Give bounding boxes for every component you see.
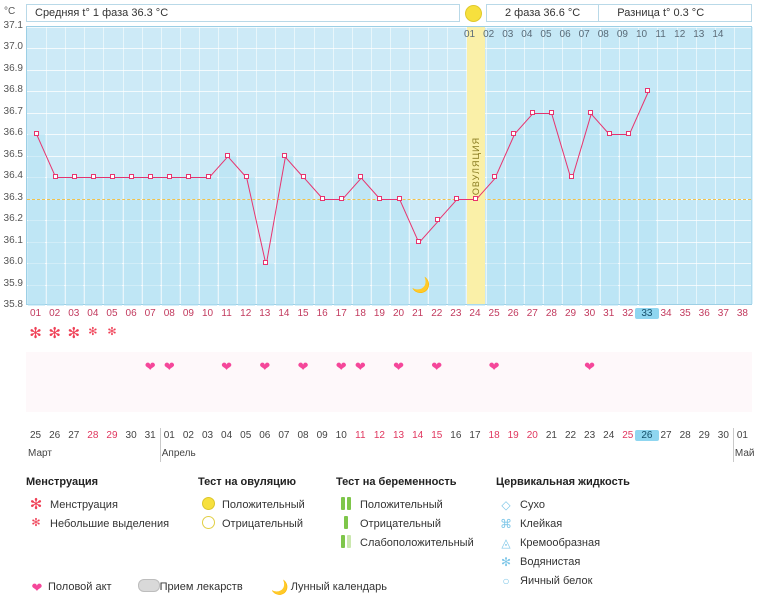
legend-item-label: Водянистая xyxy=(520,555,581,568)
calendar-date[interactable]: 13 xyxy=(392,430,405,441)
legend-item-medication xyxy=(138,579,243,595)
phase2-day-number: 14 xyxy=(712,29,724,40)
cycle-day-number[interactable]: 27 xyxy=(526,308,538,319)
green-bar-pale-bar-icon xyxy=(336,535,356,551)
phase2-day-number: 04 xyxy=(521,29,533,40)
blood-drop-icon: ✻ xyxy=(67,325,81,342)
cycle-day-number[interactable]: 31 xyxy=(603,308,615,319)
legend-item-moon-calendar xyxy=(269,579,387,596)
heart-icon: ❤ xyxy=(431,359,443,374)
calendar-date[interactable]: 23 xyxy=(584,430,596,441)
data-point[interactable] xyxy=(225,153,230,158)
legend-item-cf-watery xyxy=(496,552,696,571)
calendar-date[interactable]: 27 xyxy=(660,430,672,441)
data-point[interactable] xyxy=(91,174,96,179)
cycle-day-number[interactable]: 36 xyxy=(698,308,710,319)
data-point[interactable] xyxy=(282,153,287,158)
legend-item-label: Лунный календарь xyxy=(290,581,387,593)
y-axis-labels xyxy=(0,20,26,310)
y-tick-label: 37.1 xyxy=(3,20,23,31)
heart-icon: ❤ xyxy=(584,359,596,374)
calendar-date[interactable]: 28 xyxy=(679,430,691,441)
day-column xyxy=(410,242,427,306)
day-column xyxy=(429,220,446,306)
calendar-date[interactable]: 22 xyxy=(564,430,577,441)
legend-item-label: Положительный xyxy=(222,498,305,511)
y-tick-label: 36.0 xyxy=(3,256,23,268)
calendar-date[interactable]: 24 xyxy=(603,430,615,441)
day-column xyxy=(28,134,45,306)
y-tick-label: 36.1 xyxy=(3,234,23,246)
cycle-day-number[interactable]: 24 xyxy=(469,308,481,319)
gridline-v xyxy=(696,27,697,304)
data-point[interactable] xyxy=(53,174,58,179)
data-point[interactable] xyxy=(206,174,211,179)
calendar-date[interactable]: 14 xyxy=(412,430,424,441)
day-column xyxy=(200,177,217,306)
unit-label: °C xyxy=(4,6,16,17)
day-column xyxy=(448,199,465,306)
legend-ovulation-test xyxy=(198,476,338,533)
day-column xyxy=(315,199,332,306)
cycle-day-number[interactable]: 35 xyxy=(679,308,691,319)
cycle-day-number[interactable]: 01 xyxy=(30,308,42,319)
intercourse-marker[interactable] xyxy=(215,360,239,374)
cycle-day-number[interactable]: 02 xyxy=(49,308,61,319)
calendar-date[interactable]: 18 xyxy=(488,430,500,441)
day-column xyxy=(506,134,523,306)
intercourse-marker[interactable] xyxy=(291,360,315,374)
legend-item-pregtest-positive xyxy=(336,495,496,514)
calendar-date[interactable]: 12 xyxy=(373,430,385,441)
heart-icon: ❤ xyxy=(297,359,309,374)
y-tick-label: 36.3 xyxy=(3,191,23,203)
day-column xyxy=(525,113,542,306)
gridline-h xyxy=(27,306,751,307)
phase-difference-label-wrap xyxy=(599,5,722,21)
y-tick-label: 36.6 xyxy=(3,127,23,139)
day-column xyxy=(143,177,160,306)
dry-icon: ◇ xyxy=(501,497,511,512)
phase-difference-label: Разница t° 0.3 °C xyxy=(617,7,705,19)
calendar-date[interactable]: 19 xyxy=(507,430,519,441)
legend-item-intercourse xyxy=(26,581,112,594)
phase2-day-number: 02 xyxy=(483,29,495,40)
data-point[interactable] xyxy=(167,174,172,179)
phase1-average-label: Средняя t° 1 фаза 36.3 °C xyxy=(35,7,169,19)
day-column xyxy=(85,177,102,306)
cycle-day-number[interactable]: 08 xyxy=(163,308,175,319)
ovulation-dot-icon xyxy=(465,5,482,22)
legend-item-pregtest-negative xyxy=(336,514,496,533)
data-point[interactable] xyxy=(244,174,249,179)
pill-icon xyxy=(138,579,160,595)
legend-item-cf-creamy xyxy=(496,533,696,552)
cycle-day-number[interactable]: 32 xyxy=(622,308,634,319)
cycle-day-number[interactable]: 33 xyxy=(635,308,659,319)
calendar-date[interactable]: 31 xyxy=(144,430,156,441)
calendar-date[interactable]: 30 xyxy=(717,430,729,441)
gridline-v xyxy=(715,27,716,304)
calendar-date[interactable]: 27 xyxy=(68,430,80,441)
legend-item-ovtest-negative xyxy=(198,514,338,533)
phase2-average-label-wrap xyxy=(487,5,598,21)
day-column xyxy=(181,177,198,306)
data-point[interactable] xyxy=(645,88,650,93)
y-tick-label: 35.8 xyxy=(3,299,23,310)
phase2-day-number: 12 xyxy=(674,29,686,40)
phase2-day-number: 07 xyxy=(578,29,590,40)
legend-item-label: Половой акт xyxy=(48,581,112,593)
creamy-icon: ◬ xyxy=(501,535,511,550)
calendar-date[interactable]: 01 xyxy=(736,430,748,441)
legend-item-cf-dry xyxy=(496,495,696,514)
day-column xyxy=(162,177,179,306)
intercourse-marker[interactable] xyxy=(157,360,181,374)
cycle-day-numbers xyxy=(26,308,752,324)
eggwhite-icon: ○ xyxy=(502,573,510,588)
day-column xyxy=(47,177,64,306)
day-column xyxy=(66,177,83,306)
month-label: Март xyxy=(28,448,52,459)
legend-pregnancy-test xyxy=(336,476,496,552)
y-tick-label: 36.8 xyxy=(3,84,23,96)
cycle-day-number[interactable]: 19 xyxy=(373,308,385,319)
data-point[interactable] xyxy=(607,131,612,136)
data-point[interactable] xyxy=(301,174,306,179)
blood-drop-icon: ✻ xyxy=(88,326,98,338)
cycle-day-number[interactable]: 30 xyxy=(584,308,596,319)
heart-icon: ❤ xyxy=(335,359,347,374)
phase2-day-number: 06 xyxy=(559,29,571,40)
day-column xyxy=(334,199,351,306)
heart-icon: ❤ xyxy=(488,359,500,374)
data-point[interactable] xyxy=(72,174,77,179)
ovulation-marker xyxy=(460,4,486,23)
intercourse-marker[interactable] xyxy=(578,360,602,374)
data-point[interactable] xyxy=(110,174,115,179)
one-green-bar-icon xyxy=(336,516,356,532)
phase2-day-number: 11 xyxy=(655,29,666,40)
legend-item-cf-sticky xyxy=(496,514,696,533)
gridline-v xyxy=(677,27,678,304)
data-point[interactable] xyxy=(339,196,344,201)
legend-cervical-fluid xyxy=(496,476,696,590)
menstruation-marker[interactable] xyxy=(100,326,124,338)
calendar-date[interactable]: 09 xyxy=(316,430,328,441)
data-point[interactable] xyxy=(473,196,478,201)
legend-item-label: Отрицательный xyxy=(360,517,441,530)
legend-item-label: Прием лекарств xyxy=(159,581,243,593)
bbt-chart xyxy=(26,26,752,305)
calendar-date[interactable]: 16 xyxy=(450,430,462,441)
heart-icon: ❤ xyxy=(221,359,233,374)
calendar-date[interactable]: 29 xyxy=(698,430,710,441)
cycle-day-number[interactable]: 29 xyxy=(564,308,577,319)
legend-item-label: Положительный xyxy=(360,498,443,511)
two-green-bars-icon xyxy=(336,497,356,513)
intercourse-marker[interactable] xyxy=(348,360,372,374)
data-point[interactable] xyxy=(377,196,382,201)
cycle-day-number[interactable]: 06 xyxy=(125,308,137,319)
yellow-circle-icon xyxy=(198,497,218,513)
gridline-v xyxy=(657,27,658,304)
legend-item-label: Слабоположительный xyxy=(360,536,474,549)
calendar-date[interactable]: 08 xyxy=(297,430,309,441)
cycle-day-number[interactable]: 20 xyxy=(392,308,405,319)
heart-icon: ❤ xyxy=(393,359,404,374)
y-tick-label: 36.4 xyxy=(3,170,23,182)
data-point[interactable] xyxy=(397,196,402,201)
data-point[interactable] xyxy=(416,239,421,244)
cycle-day-number[interactable]: 26 xyxy=(507,308,519,319)
cycle-day-number[interactable]: 09 xyxy=(182,308,194,319)
data-point[interactable] xyxy=(320,196,325,201)
data-point[interactable] xyxy=(492,174,497,179)
cycle-day-number[interactable]: 12 xyxy=(240,308,252,319)
cycle-day-number[interactable]: 28 xyxy=(545,308,557,319)
calendar-date[interactable]: 28 xyxy=(87,430,99,441)
cycle-day-number[interactable]: 13 xyxy=(259,308,271,319)
data-point[interactable] xyxy=(569,174,574,179)
gridline-v xyxy=(734,27,735,304)
gridline-h xyxy=(27,70,751,71)
calendar-date[interactable]: 11 xyxy=(355,430,366,441)
month-labels-row xyxy=(26,448,755,462)
legend-menstruation-title: Менструация xyxy=(26,476,99,488)
legend-cervical-fluid-title: Цервикальная жидкость xyxy=(496,476,630,488)
data-point[interactable] xyxy=(454,196,459,201)
cycle-day-number[interactable]: 04 xyxy=(87,308,99,319)
menstruation-row xyxy=(26,326,752,362)
calendar-date[interactable]: 04 xyxy=(221,430,233,441)
calendar-date[interactable]: 17 xyxy=(469,430,481,441)
legend-item-label: Небольшие выделения xyxy=(50,517,170,530)
data-point[interactable] xyxy=(186,174,191,179)
month-separator xyxy=(160,428,161,462)
calendar-date[interactable]: 07 xyxy=(278,430,290,441)
legend-ovulation-test-title: Тест на овуляцию xyxy=(198,476,297,488)
day-column xyxy=(487,177,504,306)
ovulation-band-label: ОВУЛЯЦИЯ xyxy=(470,136,481,195)
phase2-day-numbers xyxy=(460,29,752,43)
data-point[interactable] xyxy=(148,174,153,179)
cycle-day-number[interactable]: 07 xyxy=(144,308,156,319)
calendar-date[interactable]: 29 xyxy=(106,430,118,441)
intercourse-marker[interactable] xyxy=(253,360,277,374)
calendar-date[interactable]: 26 xyxy=(49,430,61,441)
y-tick-label: 35.9 xyxy=(3,277,23,289)
heart-icon: ❤ xyxy=(31,579,43,595)
legend-item-ovtest-positive xyxy=(198,495,338,514)
data-point[interactable] xyxy=(358,174,363,179)
heart-icon: ❤ xyxy=(163,359,175,374)
data-point[interactable] xyxy=(435,217,440,222)
day-column xyxy=(544,113,561,306)
legend xyxy=(26,476,752,591)
day-column xyxy=(353,177,370,306)
calendar-date[interactable]: 06 xyxy=(259,430,271,441)
cycle-day-number[interactable]: 21 xyxy=(412,308,424,319)
cycle-day-number[interactable]: 23 xyxy=(450,308,462,319)
y-tick-label: 36.5 xyxy=(3,148,23,160)
cycle-day-number[interactable]: 11 xyxy=(221,308,232,319)
phase2-day-number: 01 xyxy=(464,29,476,40)
blood-drop-icon: ✻ xyxy=(107,326,117,338)
calendar-date[interactable]: 26 xyxy=(635,430,659,441)
cycle-day-number[interactable]: 18 xyxy=(354,308,366,319)
watery-icon: ✻ xyxy=(500,554,512,569)
legend-item-label: Сухо xyxy=(520,498,545,511)
legend-item-label: Кремообразная xyxy=(520,536,601,549)
cycle-day-number[interactable]: 14 xyxy=(278,308,290,319)
phase2-day-number: 13 xyxy=(693,29,705,40)
blood-drop-small-icon: ✻ xyxy=(31,517,41,529)
cycle-day-number[interactable]: 16 xyxy=(316,308,328,319)
heart-icon: ❤ xyxy=(354,359,366,374)
phase2-day-number: 05 xyxy=(540,29,552,40)
calendar-date-row xyxy=(26,430,752,446)
legend-item-pregtest-weak xyxy=(336,533,496,552)
blood-drop-icon: ✻ xyxy=(48,325,61,342)
calendar-date[interactable]: 10 xyxy=(335,430,347,441)
month-separator xyxy=(733,428,734,462)
legend-item-label: Отрицательный xyxy=(222,517,303,530)
calendar-date[interactable]: 03 xyxy=(201,430,214,441)
legend-item-menstruation xyxy=(26,495,186,514)
cycle-day-number[interactable]: 15 xyxy=(297,308,309,319)
day-column xyxy=(257,263,274,306)
y-tick-label: 36.2 xyxy=(3,213,23,225)
blood-drop-icon: ✻ xyxy=(29,325,42,342)
heart-icon: ❤ xyxy=(259,359,271,374)
day-column xyxy=(620,134,637,306)
phase2-summary-box xyxy=(486,4,752,22)
calendar-date[interactable]: 21 xyxy=(545,430,557,441)
data-point[interactable] xyxy=(530,110,535,115)
calendar-date[interactable]: 05 xyxy=(240,430,252,441)
legend-bottom-row xyxy=(26,578,752,596)
calendar-date[interactable]: 15 xyxy=(431,430,443,441)
gridline-h xyxy=(27,48,751,49)
day-column xyxy=(601,134,618,306)
data-point[interactable] xyxy=(511,131,516,136)
day-column xyxy=(563,177,580,306)
gridline-h xyxy=(27,27,751,28)
calendar-date[interactable]: 25 xyxy=(622,430,634,441)
cycle-day-number[interactable]: 17 xyxy=(335,308,347,319)
calendar-date[interactable]: 01 xyxy=(163,430,175,441)
data-point[interactable] xyxy=(549,110,554,115)
white-circle-icon xyxy=(198,516,218,532)
phase2-day-number: 09 xyxy=(616,29,628,40)
intercourse-row xyxy=(26,360,752,396)
legend-item-label: Яичный белок xyxy=(520,574,593,587)
data-point[interactable] xyxy=(626,131,631,136)
day-column xyxy=(295,177,312,306)
cycle-day-number[interactable]: 38 xyxy=(736,308,748,319)
chart-plot-area xyxy=(26,26,752,305)
cycle-day-number[interactable]: 22 xyxy=(431,308,443,319)
calendar-date[interactable]: 25 xyxy=(30,430,42,441)
data-point[interactable] xyxy=(34,131,39,136)
day-column xyxy=(124,177,141,306)
intercourse-marker[interactable] xyxy=(387,360,411,374)
intercourse-marker[interactable] xyxy=(482,360,506,374)
data-point[interactable] xyxy=(588,110,593,115)
day-column xyxy=(238,177,255,306)
ovulation-band xyxy=(467,27,484,304)
data-point[interactable] xyxy=(129,174,134,179)
cycle-day-number[interactable]: 37 xyxy=(717,308,729,319)
y-tick-label: 36.7 xyxy=(3,105,23,117)
month-label: Апрель xyxy=(161,448,196,459)
y-tick-label: 37.0 xyxy=(3,41,23,53)
day-column xyxy=(104,177,121,306)
day-column xyxy=(372,199,389,306)
cycle-day-number[interactable]: 34 xyxy=(660,308,672,319)
data-point[interactable] xyxy=(263,260,268,265)
heart-icon: ❤ xyxy=(144,359,156,374)
summary-bar xyxy=(26,4,752,24)
cycle-day-number[interactable]: 03 xyxy=(68,308,80,319)
legend-menstruation xyxy=(26,476,186,533)
cycle-day-number[interactable]: 05 xyxy=(106,308,118,319)
phase2-day-number: 10 xyxy=(635,29,648,40)
legend-pregnancy-test-title: Тест на беременность xyxy=(336,476,457,488)
sticky-icon: ⌘ xyxy=(500,516,512,531)
day-column xyxy=(582,113,599,306)
legend-item-label: Клейкая xyxy=(520,517,563,530)
day-column xyxy=(276,156,293,306)
day-column xyxy=(219,156,236,306)
moon-icon: 🌙 xyxy=(411,277,431,294)
legend-item-spotting xyxy=(26,514,186,533)
cycle-day-number[interactable]: 10 xyxy=(201,308,214,319)
calendar-date[interactable]: 30 xyxy=(125,430,137,441)
y-tick-label: 36.9 xyxy=(3,62,23,74)
phase1-average-box xyxy=(26,4,460,22)
calendar-date[interactable]: 20 xyxy=(526,430,538,441)
phase2-day-number: 03 xyxy=(502,29,514,40)
moon-icon: 🌙 xyxy=(270,578,289,595)
blood-drop-icon: ✻ xyxy=(29,496,43,513)
calendar-date[interactable]: 02 xyxy=(182,430,194,441)
legend-item-label: Менструация xyxy=(50,498,118,511)
cycle-day-number[interactable]: 25 xyxy=(488,308,500,319)
month-label: Май xyxy=(734,448,755,459)
phase2-average-label: 2 фаза 36.6 °C xyxy=(505,7,581,19)
phase2-day-number: 08 xyxy=(597,29,609,40)
intercourse-marker[interactable] xyxy=(425,360,449,374)
